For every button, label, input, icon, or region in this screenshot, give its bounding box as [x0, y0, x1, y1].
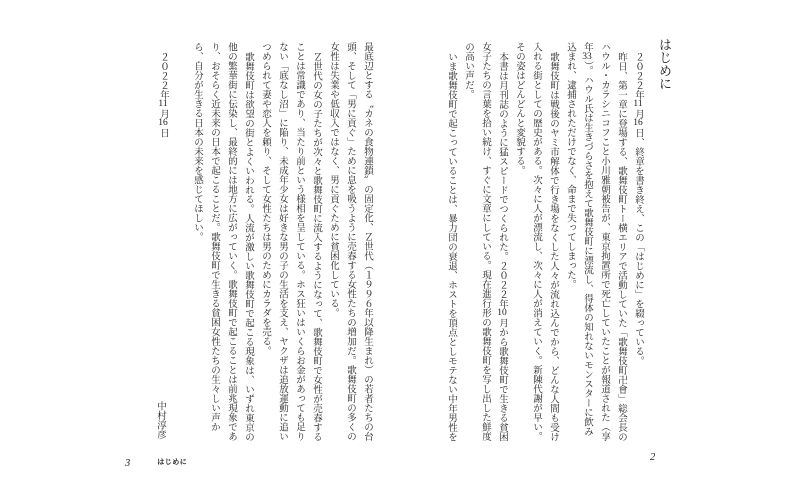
paragraph: いま歌舞伎町で起こっていることは、暴力団の衰退、ホストを頂点としモテない中年男性を: [446, 51, 456, 441]
right-page-body: [442, 42, 646, 442]
paragraph: 歌舞伎町は欲望の街とよくいわれる。人流が激しい歌舞伎町で起こる現象は、いずれ東京の他の繁華街に伝染し、最終的には地方に広がっていく。歌舞伎町で起こることは前兆現象であり、おそらく近未来の日本で起こることだ。歌舞伎町で生きる貧困女性たちの生々しい声から、自分が生きる日本の未来を感じてほしい。: [192, 42, 253, 441]
right-page: [440, 38, 674, 442]
author-signature: 中村淳彦: [155, 401, 165, 439]
paragraph: Ｚ世代の女の子たちが次々と歌舞伎町に流入するようになって、歌舞伎町で女性が売春することは常識であり、当たり前という様相を呈している。ホス狂いはいくらお金があっても足りない「底なし沼」に陥り、未成年少女は好きな男の子の生活を支え、ヤクザは追放運動に追いつめられて妻や恋人を頼り、そして女性たちは男のためにカラダを売る。: [260, 42, 321, 441]
tate-chu-yoko-digits: 33: [582, 51, 592, 61]
paragraph: 昨日、第一章に登場する、歌舞伎町トー横エリアで活動していた「歌舞伎町卍會」総会長のハウル・カラシニコフこと小川雅朝被告が、東京拘置所で死亡していたことが報道された（享年33）。ハウル氏は生きづらさを抱えて歌舞伎町に漂流し、得体の知れないモンスターに飲み込まれ、逮捕されただけでなく、命まで失ってしまった。: [565, 42, 626, 441]
left-page: [157, 42, 375, 442]
paragraph: 本書は月刊誌のように猛スピードでつくられた。２０２２年10月から歌舞伎町で生きる貧困女子たちの言葉を拾い続け、すぐに文章にしている。現在進行形の歌舞伎町を写し出した鮮度の高い声だ。: [463, 42, 507, 441]
page-number-left: 3: [125, 458, 131, 469]
left-page-body: [188, 42, 375, 442]
paragraph: ２０２２年11月16日、終章を書き終え、この「はじめに」を綴っている。: [633, 51, 643, 365]
paragraph: 歌舞伎町は戦後のヤミ市解体で行き場をなくした人々が流れ込んでから、どんな人間も受け入れる街としての歴史がある。次々に人が漂流し、次々に人が消えていく。新陳代謝が早い。その姿はどんどんと変貌する。: [514, 42, 558, 441]
tate-chu-yoko-digits: 11: [158, 99, 168, 109]
tate-chu-yoko-digits: 16: [158, 118, 168, 128]
tate-chu-yoko-digits: 10: [497, 308, 507, 318]
left-page-footer: [125, 453, 187, 471]
chapter-heading: はじめに: [657, 38, 672, 90]
tate-chu-yoko-digits: 16: [633, 118, 643, 128]
page-number-right: 2: [650, 452, 656, 463]
tate-chu-yoko-digits: 11: [633, 99, 643, 109]
running-title: はじめに: [157, 459, 188, 466]
date-text: ２０２２年11月16日: [158, 51, 168, 137]
paragraph: 最底辺とする〝カネの食物連鎖〟の固定化、Ｚ世代（１９９６年以降生まれ）の若者たちの台頭、そして「男に貢ぐ」ために息を吸うように売春する女性たちの増加だ。歌舞伎町の多くの女性は失業や低収入ではなく、男に貢ぐために貧困化している。: [328, 42, 372, 441]
date-line: [154, 42, 171, 442]
